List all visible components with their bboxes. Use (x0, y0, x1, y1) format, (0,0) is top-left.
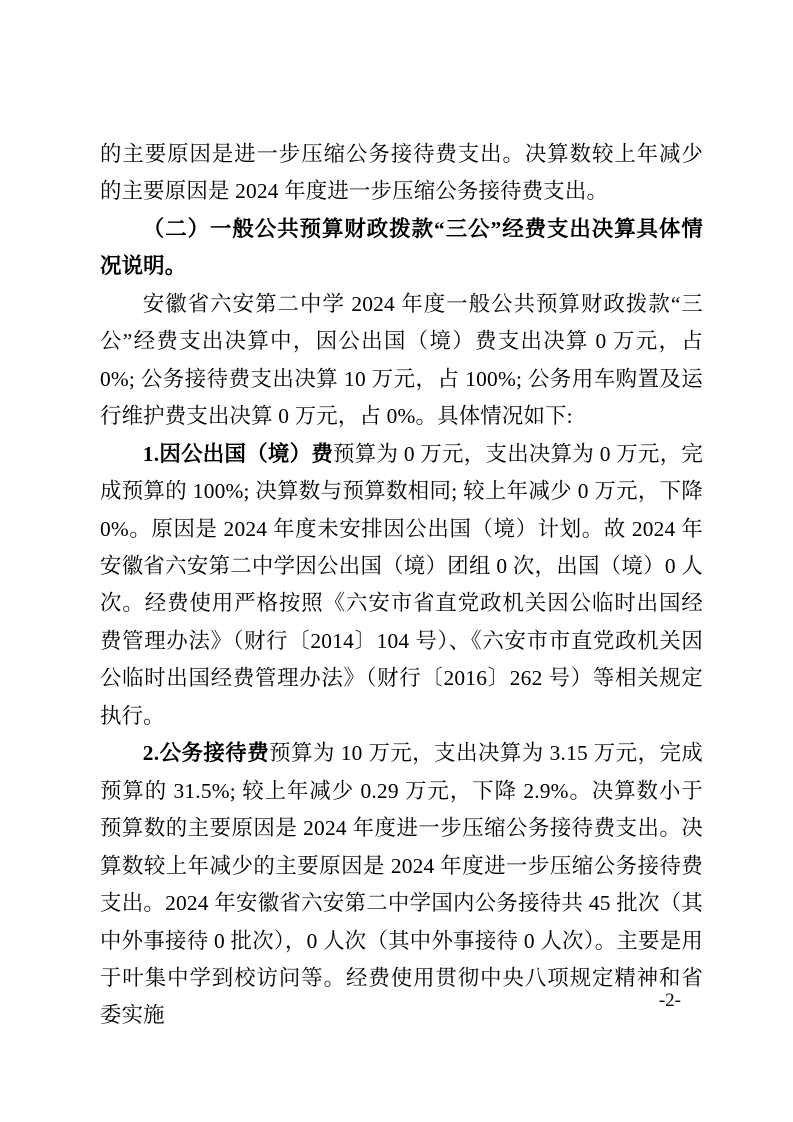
text-run: 预算为 0 万元，支出决算为 0 万元，完成预算的 100%; 决算数与预算数相同; 较上年减少 0 万元，下降 0%。原因是 2024 年度未安排因公出国（境）计划。故 2024 年安徽省六安第二中学因公出国（境）团组 0 次，出国（境）0 人次。经费使用严格按照《六安市省直党政机关因公临时出国经费管理办法》（财行〔2014〕104 号）、《六安市市直党政机关因公临时出国经费管理办法》（财行〔2016〕262 号）等相关规定执行。 (100, 441, 703, 728)
document-body (100, 136, 703, 1035)
text-run: 安徽省六安第二中学 2024 年度一般公共预算财政拨款“三公”经费支出决算中，因公出国（境）费支出决算 0 万元，占 0%; 公务接待费支出决算 10 万元，占 100%; 公务用车购置及运行维护费支出决算 0 万元，占 0%。具体情况如下: (100, 291, 703, 429)
text-run: 预算为 10 万元，支出决算为 3.15 万元，完成预算的 31.5%; 较上年减少 0.29 万元，下降 2.9%。决算数小于预算数的主要原因是 2024 年度进一步压缩公务接待费支出。决算数较上年减少的主要原因是 2024 年度进一步压缩公务接待费支出。2024 年安徽省六安第二中学国内公务接待共 45 批次（其中外事接待 0 批次），0 人次（其中外事接待 0 人次）。主要是用于叶集中学到校访问等。经费使用贯彻中央八项规定精神和省委实施 (100, 741, 703, 1028)
text-run: 的主要原因是进一步压缩公务接待费支出。决算数较上年减少的主要原因是 2024 年度进一步压缩公务接待费支出。 (100, 142, 703, 204)
page-number: -2- (658, 990, 681, 1011)
para-item-1-abroad-expense (100, 436, 703, 736)
bold-text-run: 1.因公出国（境）费 (142, 441, 334, 466)
page-footer (0, 988, 793, 1014)
heading-section-2 (100, 211, 703, 286)
para-overview (100, 286, 703, 436)
bold-text-run: 2.公务接待费 (142, 741, 270, 766)
para-continuation (100, 136, 703, 211)
bold-text-run: （二）一般公共预算财政拨款“三公”经费支出决算具体情况说明。 (100, 216, 703, 279)
